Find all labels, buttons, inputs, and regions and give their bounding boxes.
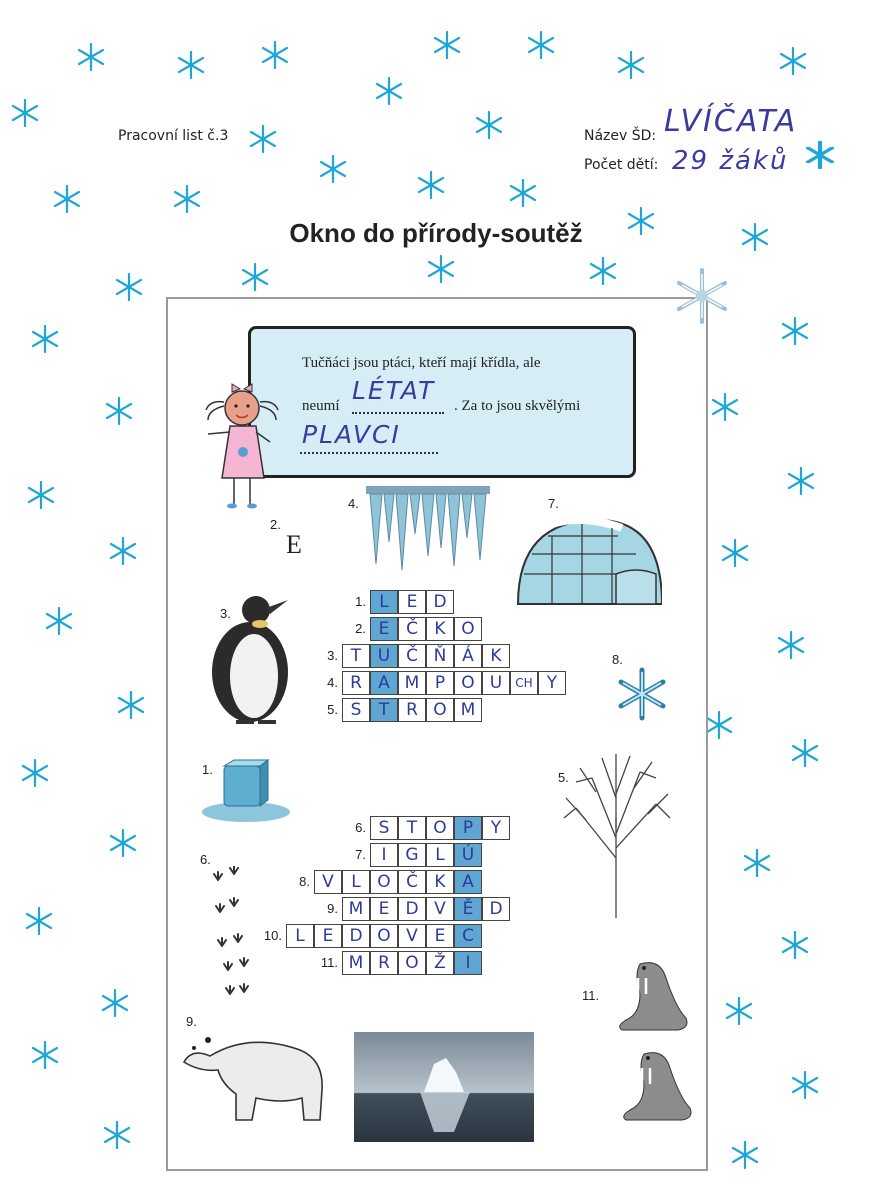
igloo-illustration [512, 514, 662, 608]
crossword-cell: O [370, 924, 398, 948]
crossword-cell: O [398, 951, 426, 975]
answer-letat: LÉTAT [352, 376, 436, 405]
crossword-cell: S [370, 816, 398, 840]
crossword-cell: D [426, 590, 454, 614]
page-title: Okno do přírody-soutěž [289, 218, 583, 248]
snowflake-icon [416, 170, 446, 200]
crossword-cell: E [314, 924, 342, 948]
crossword-cell: D [398, 897, 426, 921]
snowflake-icon [20, 758, 50, 788]
answer-plavci: PLAVCI [302, 420, 401, 449]
snowflake-icon [104, 396, 134, 426]
crossword-row-number: 3. [327, 648, 338, 663]
snowflake-icon [778, 46, 808, 76]
crossword-cell: CH [510, 671, 538, 695]
pic-label-4: 4. [348, 496, 359, 511]
crossword-cell: K [426, 870, 454, 894]
crossword-cell: P [426, 671, 454, 695]
crossword-cell: M [342, 951, 370, 975]
snowflake-icon [374, 76, 404, 106]
crossword-cell: V [314, 870, 342, 894]
task-text-line2-end: . Za to jsou skvělými [454, 398, 581, 414]
snowflake-icon [786, 466, 816, 496]
task-text-neumi: neumí [302, 398, 340, 414]
crossword-cell: O [426, 816, 454, 840]
crossword-row-number: 10. [263, 928, 282, 943]
snowflake-icon [588, 256, 618, 286]
pic2-letter-e: E [286, 530, 302, 559]
snowflake-icon [616, 50, 646, 80]
crossword-cell: E [398, 590, 426, 614]
snowflake-icon [804, 140, 834, 170]
snowflake-icon [108, 536, 138, 566]
crossword-cell: Y [538, 671, 566, 695]
crossword-cell: Ě [454, 897, 482, 921]
crossword-row-number: 11. [320, 955, 338, 970]
penguin-illustration [200, 590, 300, 728]
crossword-cell: M [342, 897, 370, 921]
snowflake-icon [26, 480, 56, 510]
crossword-cell: Ň [426, 644, 454, 668]
pic-label-8: 8. [612, 652, 623, 667]
snowflake-icon [790, 1070, 820, 1100]
crossword-cell: S [342, 698, 370, 722]
crossword-cell: K [426, 617, 454, 641]
snowflake-icon [704, 710, 734, 740]
icicles-illustration [366, 486, 490, 574]
snowflake-icon [30, 1040, 60, 1070]
crossword-cell: O [454, 671, 482, 695]
crossword-cell: E [426, 924, 454, 948]
crossword-cell: I [370, 843, 398, 867]
snowflake-icon [52, 184, 82, 214]
crossword-cell: Ú [454, 843, 482, 867]
crossword-cell: L [370, 590, 398, 614]
pic-label-6: 6. [200, 852, 211, 867]
crossword-row-number: 9. [327, 901, 338, 916]
children-count-label: Počet dětí: [584, 157, 659, 173]
crossword-row-number: 6. [355, 820, 366, 835]
snowflake-icon [172, 184, 202, 214]
crossword-cell: M [398, 671, 426, 695]
snowflake-icon [240, 262, 270, 292]
pic-label-3: 3. [220, 606, 231, 621]
children-count-handwritten: 29 žáků [672, 146, 789, 176]
snowflake-icon [432, 30, 462, 60]
crossword-cell: Ž [426, 951, 454, 975]
crossword-cell: O [454, 617, 482, 641]
worksheet-number: Pracovní list č.3 [118, 128, 229, 144]
iceberg-illustration [354, 1032, 534, 1142]
pic-label-11: 11. [582, 988, 600, 1003]
crossword-row-number: 8. [299, 874, 310, 889]
crossword-cell: I [454, 951, 482, 975]
crossword-cell: L [286, 924, 314, 948]
crossword-row-number: 7. [355, 847, 366, 862]
club-name-label: Název ŠD: [584, 128, 657, 144]
crossword-cell: M [454, 698, 482, 722]
walrus-illustration-2 [614, 1044, 694, 1126]
snowflake-icon [114, 272, 144, 302]
snowflake-icon [100, 988, 130, 1018]
crossword-cell: L [426, 843, 454, 867]
snowflake-icon [260, 40, 290, 70]
crossword-cell: D [482, 897, 510, 921]
crossword-cell: U [482, 671, 510, 695]
crossword-cell: T [370, 698, 398, 722]
snowflake-icon [426, 254, 456, 284]
snowflake-icon [720, 538, 750, 568]
crossword-cell: E [370, 897, 398, 921]
crossword-row-number: 4. [327, 675, 338, 690]
crossword-cell: P [454, 816, 482, 840]
crossword-row-number: 2. [355, 621, 366, 636]
bare-tree-illustration [556, 748, 676, 922]
crossword-cell: C [454, 924, 482, 948]
crossword-cell: R [370, 951, 398, 975]
snowflake-icon [742, 848, 772, 878]
task-text-line1: Tučňáci jsou ptáci, kteří mají křídla, ale [302, 355, 541, 371]
footprints-illustration [208, 866, 254, 1000]
pic-label-1: 1. [202, 762, 213, 777]
snowflake-icon [116, 690, 146, 720]
crossword-cell: Č [398, 617, 426, 641]
snowflake-icon [44, 606, 74, 636]
crossword-cell: Č [398, 870, 426, 894]
crossword-cell: O [426, 698, 454, 722]
crossword-cell: A [454, 870, 482, 894]
snowflake-icon [318, 154, 348, 184]
pic-label-2: 2. [270, 517, 281, 532]
walrus-illustration-1 [610, 954, 690, 1034]
club-name-handwritten: LVÍČATA [664, 104, 798, 139]
crossword-cell: O [370, 870, 398, 894]
snowflake-icon [30, 324, 60, 354]
crossword-cell: A [370, 671, 398, 695]
crossword-cell: R [398, 698, 426, 722]
crossword-cell: U [370, 644, 398, 668]
snowflake-icon [76, 42, 106, 72]
crossword-cell: E [370, 617, 398, 641]
crossword-cell: G [398, 843, 426, 867]
snowflake-icon [24, 906, 54, 936]
polar-bear-illustration [180, 1026, 330, 1126]
snowflake-icon [790, 738, 820, 768]
crossword-cell: R [342, 671, 370, 695]
snowflake-icon [248, 124, 278, 154]
pic-label-9: 9. [186, 1014, 197, 1029]
snowflake-icon [724, 996, 754, 1026]
pic-label-7: 7. [548, 496, 559, 511]
crossword-cell: L [342, 870, 370, 894]
snowflake-icon [730, 1140, 760, 1170]
snowflake-icon [102, 1120, 132, 1150]
crossword-row-number: 5. [327, 702, 338, 717]
snowflake-picture-icon [614, 666, 670, 722]
snowflake-icon [780, 316, 810, 346]
snowflake-icon [508, 178, 538, 208]
crossword-cell: Y [482, 816, 510, 840]
crossword-cell: K [482, 644, 510, 668]
crossword-cell: V [426, 897, 454, 921]
crossword-cell: V [398, 924, 426, 948]
snowflake-icon [10, 98, 40, 128]
snowflake-icon [526, 30, 556, 60]
ice-cube-illustration [198, 758, 292, 824]
crossword-cell: Á [454, 644, 482, 668]
snowflake-icon [776, 630, 806, 660]
girl-illustration [200, 382, 286, 514]
large-snowflake-icon [672, 266, 732, 326]
crossword-cell: T [342, 644, 370, 668]
snowflake-icon [780, 930, 810, 960]
crossword-cell: Č [398, 644, 426, 668]
crossword-cell: T [398, 816, 426, 840]
snowflake-icon [108, 828, 138, 858]
pic-label-5: 5. [558, 770, 569, 785]
crossword-cell: D [342, 924, 370, 948]
snowflake-icon [176, 50, 206, 80]
crossword-row-number: 1. [355, 594, 366, 609]
snowflake-icon [474, 110, 504, 140]
snowflake-icon [710, 392, 740, 422]
